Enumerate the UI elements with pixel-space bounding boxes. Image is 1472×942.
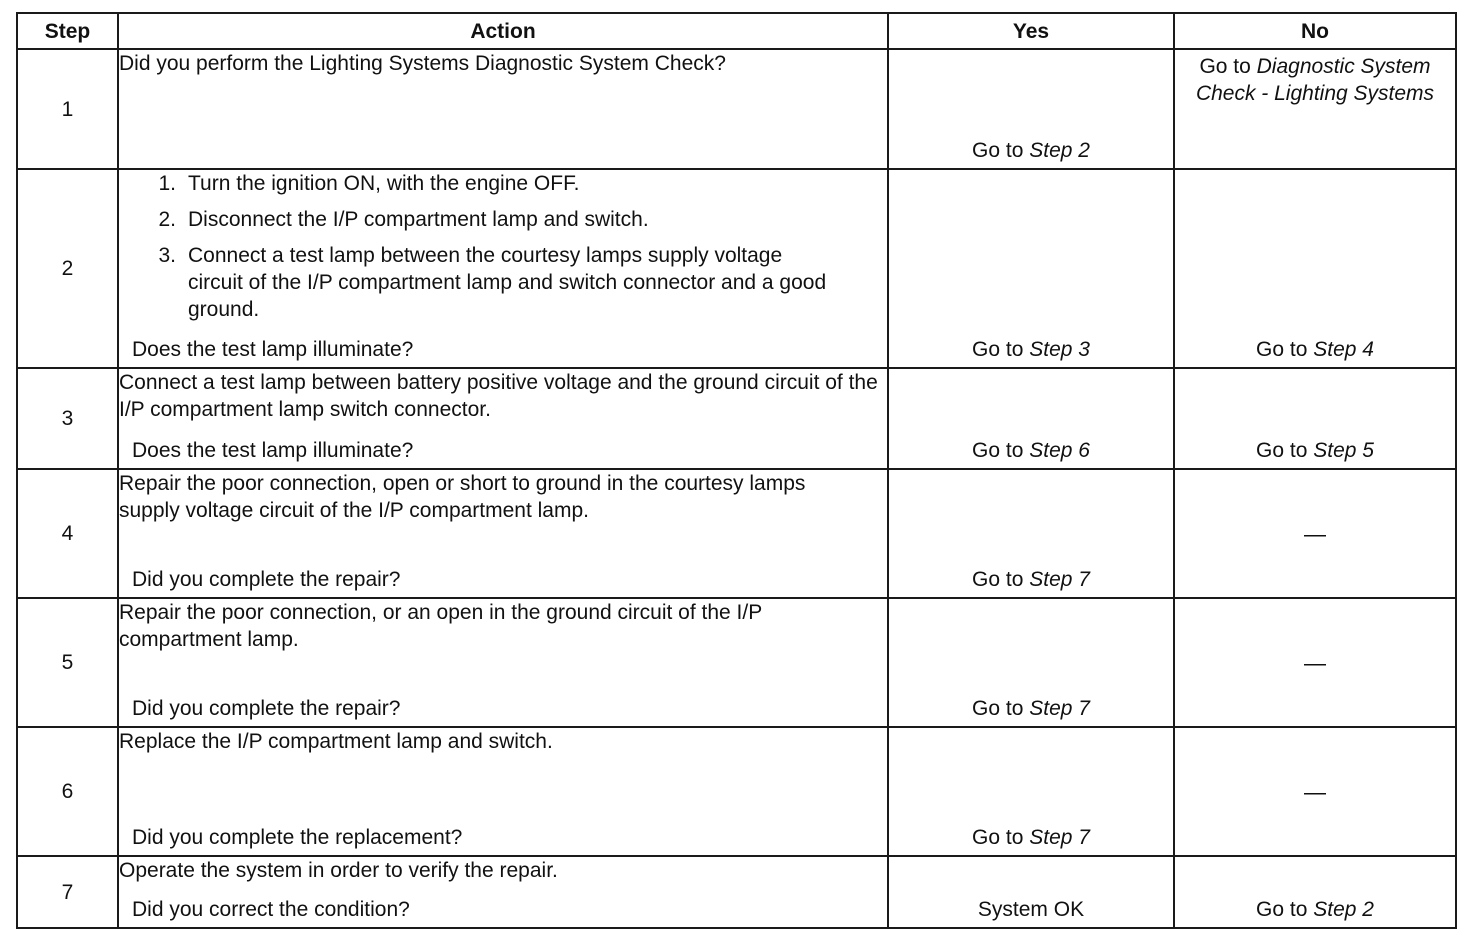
table-row <box>17 469 1456 598</box>
action-cell <box>118 49 888 169</box>
table-row <box>17 49 1456 169</box>
action-cell <box>118 169 888 368</box>
yes-cell <box>888 856 1174 928</box>
action-question: Did you correct the condition? <box>132 898 410 921</box>
no-cell <box>1174 856 1456 928</box>
action-cell <box>118 368 888 469</box>
yes-cell <box>888 727 1174 856</box>
no-cell <box>1174 169 1456 368</box>
step-number: 2 <box>17 169 118 368</box>
step-link[interactable]: Step 2 <box>1313 898 1374 921</box>
yes-cell <box>888 49 1174 169</box>
diagnostic-table <box>16 12 1457 929</box>
action-text: Repair the poor connection, open or short to ground in the courtesy lamps supply voltage circuit of the I/P compartment lamp. <box>119 472 806 522</box>
step-link[interactable]: Step 4 <box>1313 338 1374 361</box>
action-question: Does the test lamp illuminate? <box>132 338 414 361</box>
list-item: 2. Disconnect the I/P compartment lamp and switch. <box>158 208 649 231</box>
step-link[interactable]: Step 7 <box>1029 697 1090 720</box>
yes-cell <box>888 598 1174 727</box>
yes-answer: Go to Step 7 <box>972 568 1090 591</box>
step-link[interactable]: Step 6 <box>1029 439 1090 462</box>
list-item: 3. Connect a test lamp between the courtesy lamps supply voltage circuit of the I/P compartment lamp and switch connector and a good ground. <box>158 244 827 321</box>
action-cell <box>118 598 888 727</box>
step-link[interactable]: Step 7 <box>1029 826 1090 849</box>
no-answer-dash: — <box>1304 650 1326 675</box>
header-row <box>17 13 1456 49</box>
step-number: 4 <box>17 469 118 598</box>
action-question: Did you complete the repair? <box>132 568 401 591</box>
yes-answer: Go to Step 2 <box>972 139 1090 162</box>
yes-answer: Go to Step 7 <box>972 826 1090 849</box>
step-number: 1 <box>17 49 118 169</box>
section-link[interactable]: Diagnostic System Check - Lighting Systems <box>1195 55 1435 105</box>
action-cell <box>118 469 888 598</box>
step-link[interactable]: Step 2 <box>1029 139 1090 162</box>
yes-answer: Go to Step 7 <box>972 697 1090 720</box>
action-text: Repair the poor connection, or an open in the ground circuit of the I/P compartment lamp. <box>119 601 762 651</box>
yes-cell <box>888 169 1174 368</box>
yes-answer: System OK <box>977 898 1085 921</box>
action-cell <box>118 727 888 856</box>
step-link[interactable]: Step 7 <box>1029 568 1090 591</box>
action-text: Connect a test lamp between battery positive voltage and the ground circuit of the I/P compartment lamp switch connector. <box>119 371 878 421</box>
yes-cell <box>888 368 1174 469</box>
table-row <box>17 727 1456 856</box>
no-answer: Go to Step 4 <box>1256 338 1374 361</box>
table-row <box>17 169 1456 368</box>
no-answer: Go to Diagnostic System Check - Lighting Systems <box>1195 55 1435 105</box>
header-step: Step <box>17 13 118 49</box>
step-number: 5 <box>17 598 118 727</box>
no-cell <box>1174 469 1456 598</box>
step-link[interactable]: Step 3 <box>1029 338 1090 361</box>
no-answer-dash: — <box>1304 521 1326 546</box>
action-question: Does the test lamp illuminate? <box>132 439 414 462</box>
table-row <box>17 368 1456 469</box>
step-link[interactable]: Step 5 <box>1313 439 1374 462</box>
no-cell <box>1174 598 1456 727</box>
action-text: Replace the I/P compartment lamp and switch. <box>119 730 553 753</box>
no-answer: Go to Step 2 <box>1256 898 1374 921</box>
header-no: No <box>1174 13 1456 49</box>
step-number: 6 <box>17 727 118 856</box>
header-yes: Yes <box>888 13 1174 49</box>
action-question: Did you complete the repair? <box>132 697 401 720</box>
no-answer-dash: — <box>1304 779 1326 804</box>
yes-answer: Go to Step 6 <box>972 439 1090 462</box>
action-text: Did you perform the Lighting Systems Diagnostic System Check? <box>119 52 726 75</box>
no-cell <box>1174 49 1456 169</box>
table-row <box>17 856 1456 928</box>
yes-answer: Go to Step 3 <box>972 338 1090 361</box>
no-cell <box>1174 727 1456 856</box>
step-number: 3 <box>17 368 118 469</box>
yes-cell <box>888 469 1174 598</box>
table-row <box>17 598 1456 727</box>
action-cell <box>118 856 888 928</box>
no-cell <box>1174 368 1456 469</box>
step-number: 7 <box>17 856 118 928</box>
list-item: 1. Turn the ignition ON, with the engine OFF. <box>158 172 580 195</box>
substep-list <box>119 170 887 323</box>
header-action: Action <box>118 13 888 49</box>
action-text: Operate the system in order to verify the repair. <box>119 859 558 882</box>
no-answer: Go to Step 5 <box>1256 439 1374 462</box>
action-question: Did you complete the replacement? <box>132 826 463 849</box>
